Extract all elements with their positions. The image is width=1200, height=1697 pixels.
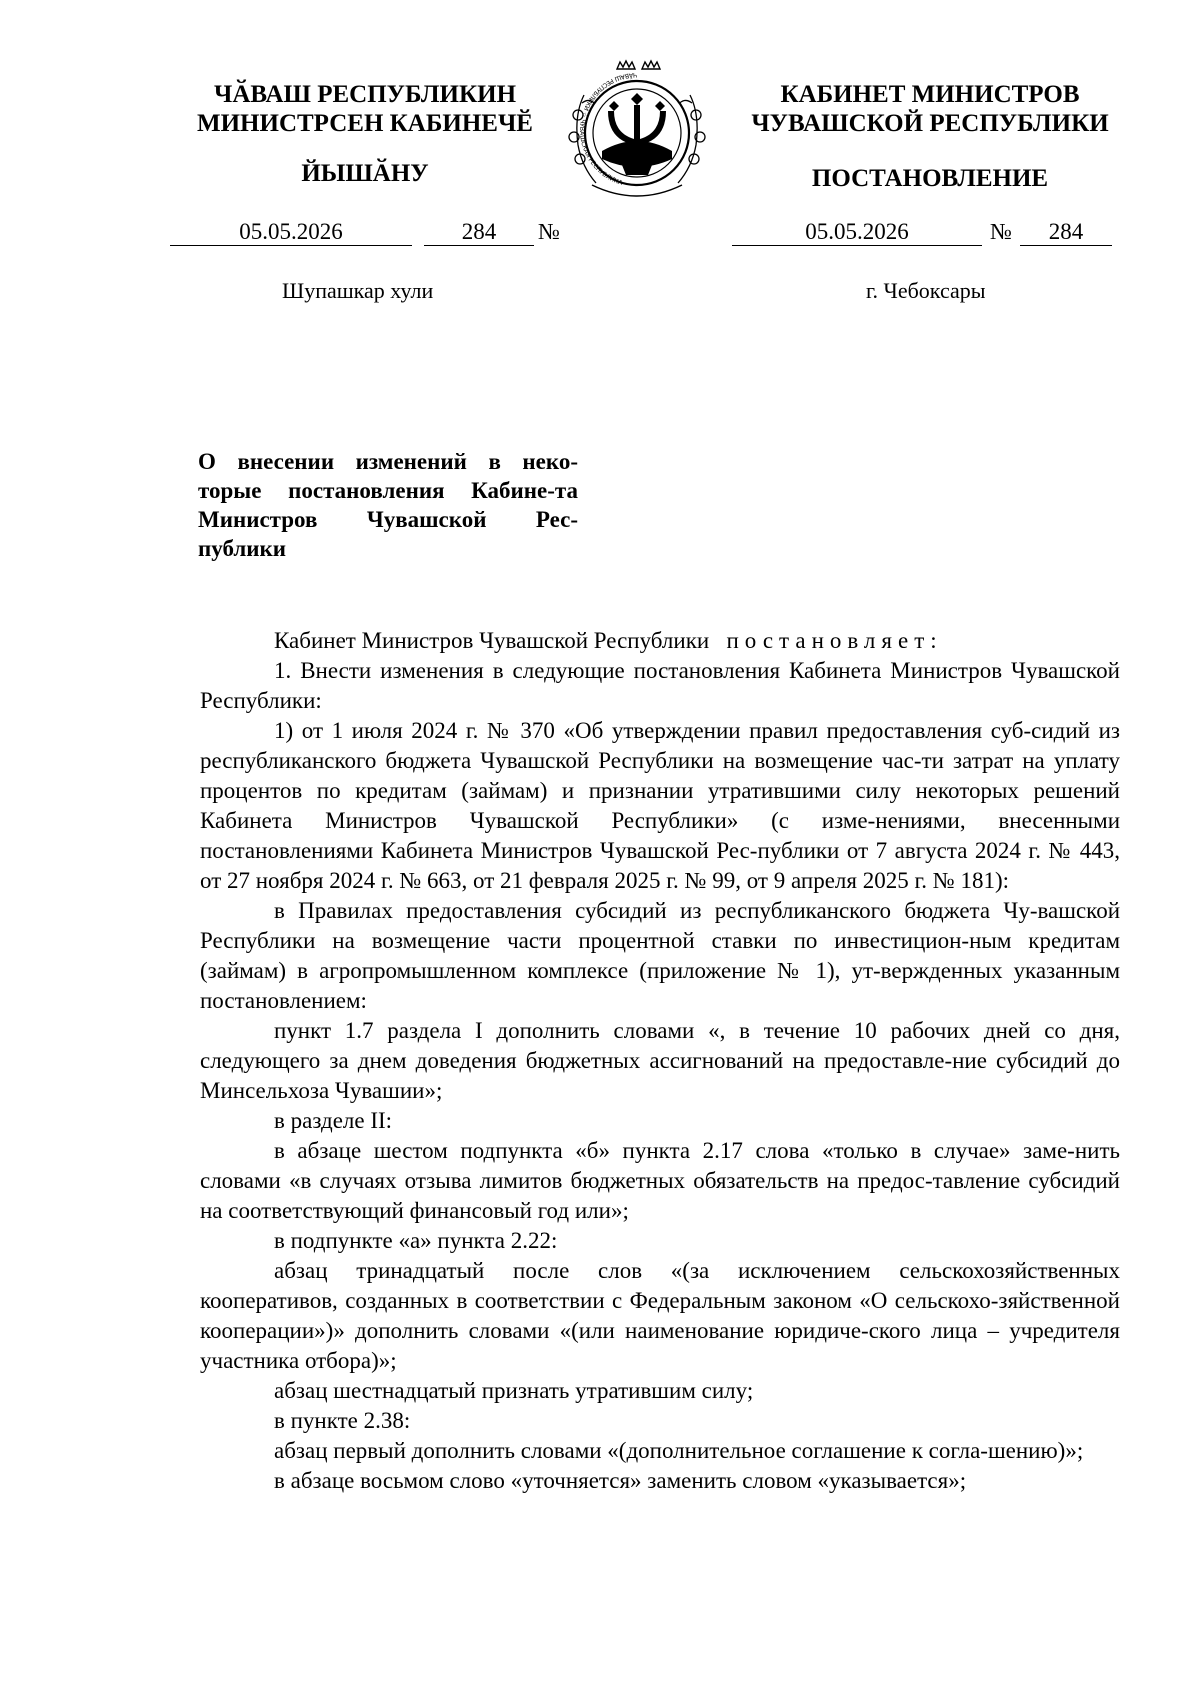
body-paragraph: в абзаце восьмом слово «уточняется» заменить словом «указывается»; [274, 1468, 967, 1493]
left-date: 05.05.2026 [170, 218, 412, 246]
right-number-sign: № [990, 219, 1012, 244]
header-left-line1: ЧӐВАШ РЕСПУБЛИКИН [213, 81, 517, 108]
body-paragraph: 1) от 1 июля 2024 г. № 370 «Об утверждении правил предоставления суб-сидий из республиканского бюджета Чувашской Республики на возмещение час-ти затрат на уплату процентов по кредитам (займам) и признании утратившими силу некоторых решений Кабинета Министров Чувашской Республики» (с изме-нениями, внесенными постановлениями Кабинета Министров Чувашской Рес-публики от 7 августа 2024 г. № 443, от 27 ноября 2024 г. № 663, от 21 февраля 2025 г. № 99, от 9 апреля 2025 г. № 181): [200, 718, 1120, 893]
body-paragraph: пункт 1.7 раздела I дополнить словами «, в течение 10 рабочих дней со дня, следующего за днем доведения бюджетных ассигнований на предоставле-ние субсидий до Минсельхоза Чувашии»; [200, 1018, 1120, 1103]
body-paragraph: в подпункте «а» пункта 2.22: [274, 1228, 558, 1253]
place-right: г. Чебоксары [866, 278, 986, 303]
body-paragraph: в абзаце шестом подпункта «б» пункта 2.17 слова «только в случае» заме-нить словами «в случаях отзыва лимитов бюджетных обязательств на предос-тавление субсидий на соответствующий финансовый год или»; [200, 1138, 1120, 1223]
date-number-row [0, 218, 1200, 248]
place-left: Шупашкар хули [282, 278, 434, 303]
right-number: 284 [1020, 218, 1112, 246]
intro-text: Кабинет Министров Чувашской Республики [274, 628, 710, 653]
left-number-sign: № [538, 219, 560, 244]
header-left-title: ЙЫШӐНУ [301, 160, 429, 187]
body-paragraph: 1. Внести изменения в следующие постановления Кабинета Министров Чувашской Республики: [200, 658, 1120, 713]
left-number: 284 [424, 218, 534, 246]
body-paragraph: абзац тринадцатый после слов «(за исключением сельскохозяйственных кооперативов, созданных в соответствии с Федеральным законом «О сельскохо-зяйственной кооперации»)» дополнить словами «(или наименование юридиче-ского лица – учредителя участника отбора)»; [200, 1258, 1120, 1373]
intro-paragraph [200, 626, 1120, 656]
emblem-ring-text: ЧӐВАШ РЕСПУБЛИКИ ☆ ЧУВАШСКАЯ РЕСПУБЛИКА [578, 70, 638, 187]
header-right-title: ПОСТАНОВЛЕНИЕ [811, 165, 1049, 192]
header-right-line1: КАБИНЕТ МИНИСТРОВ [780, 81, 1080, 108]
body-paragraph: абзац первый дополнить словами «(дополнительное соглашение к согла-шению)»; [274, 1438, 1084, 1463]
body-paragraph: в пункте 2.38: [274, 1408, 411, 1433]
header-right-block [730, 80, 1130, 138]
document-subject: О внесении изменений в неко-торые постановления Кабине-та Министров Чувашской Рес-публики [198, 449, 578, 561]
body-paragraph: абзац шестнадцатый признать утратившим силу; [274, 1378, 754, 1403]
header-left-line2: МИНИСТРСЕН КАБИНЕЧӖ [197, 110, 533, 137]
header-right-line2: ЧУВАШСКОЙ РЕСПУБЛИКИ [751, 110, 1109, 137]
header-left-block [170, 80, 560, 138]
document-body [200, 626, 1120, 1496]
right-date: 05.05.2026 [732, 218, 982, 246]
intro-verb: постановляет: [726, 628, 943, 653]
body-paragraph: в разделе II: [274, 1108, 393, 1133]
coat-of-arms-emblem [562, 55, 712, 205]
body-paragraph: в Правилах предоставления субсидий из республиканского бюджета Чу-вашской Республики на возмещение части процентной ставки по инвестицион-ным кредитам (займам) в агропромышленном комплексе (приложение № 1), ут-вержденных указанным постановлением: [200, 898, 1120, 1013]
